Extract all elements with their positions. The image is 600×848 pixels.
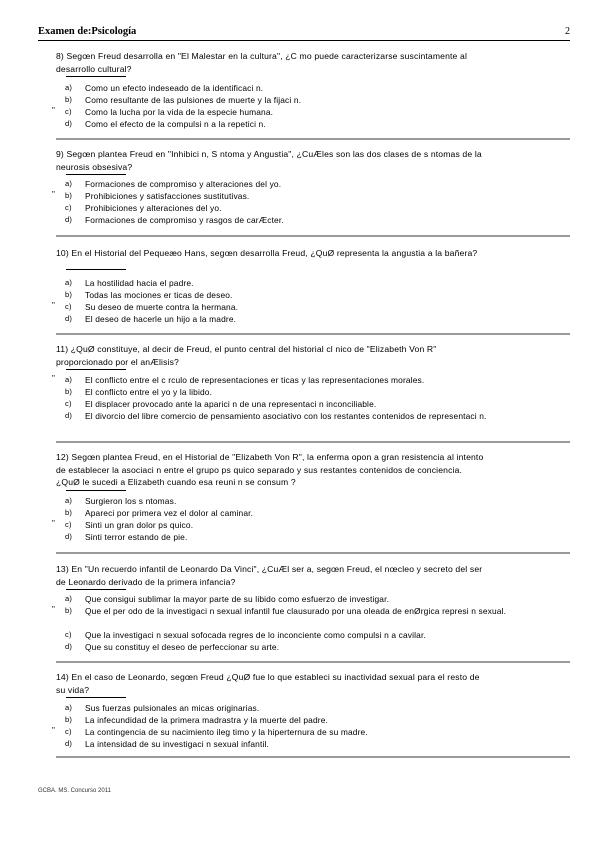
option-text: Todas las mociones er ticas de deseo. <box>85 290 233 300</box>
option-letter: a) <box>65 278 73 287</box>
option-text: Como un efecto indeseado de la identificaci n. <box>85 83 264 93</box>
option-text: Prohibiciones y satisfacciones sustitutivas. <box>85 191 250 201</box>
answer-underline <box>66 697 126 698</box>
option-text: Que el per odo de la investigaci n sexual infantil fue clausurado por una oleada de enØrgica represi n sexual. <box>85 606 507 616</box>
answer-underline <box>66 369 126 370</box>
option-text: Apareci por primera vez el dolor al caminar. <box>85 508 254 518</box>
question-separator <box>56 333 570 335</box>
option-letter: b) <box>65 95 73 104</box>
question-separator <box>56 235 570 237</box>
option-letter: d) <box>65 642 73 651</box>
option-letter: a) <box>65 703 73 712</box>
option-text: Que consigui sublimar la mayor parte de su libido como esfuerzo de investigar. <box>85 594 390 604</box>
question-separator <box>56 441 570 443</box>
question-text: 14) En el caso de Leonardo, segœn Freud ¿QuØ fue lo que estableci su inactividad sexual para el resto de su vida? <box>56 672 480 695</box>
exam-title: Examen de:Psicología <box>38 26 137 37</box>
page-number: 2 <box>565 26 570 37</box>
question-text: 9) Segœn plantea Freud en "Inhibici n, S ntoma y Angustia", ¿CuÆles son las dos clases de s ntomas de la neurosis obsesiva? <box>56 149 482 172</box>
option-letter: b) <box>65 606 73 615</box>
page-footer: GCBA. MS. Concurso 2011 <box>38 788 111 794</box>
answer-marker: " <box>52 519 55 528</box>
option-letter: a) <box>65 375 73 384</box>
answer-underline <box>66 174 126 175</box>
option-text: Sinti un gran dolor ps quico. <box>85 520 194 530</box>
option-letter: a) <box>65 83 73 92</box>
answer-marker: " <box>52 106 55 115</box>
answer-marker: " <box>52 726 55 735</box>
question-separator <box>56 552 570 554</box>
answer-marker: " <box>52 301 55 310</box>
answer-underline <box>66 269 126 270</box>
option-letter: d) <box>65 739 73 748</box>
question-text: 8) Segœn Freud desarrolla en "El Malestar en la cultura", ¿C mo puede caracterizarse suscintamente al desarrollo cultural? <box>56 51 468 74</box>
option-letter: b) <box>65 290 73 299</box>
option-letter: c) <box>65 302 72 311</box>
option-letter: b) <box>65 387 73 396</box>
question-text: 10) En el Historial del Pequeæo Hans, segœn desarrolla Freud, ¿QuØ representa la angustia a la bañera? <box>56 248 478 258</box>
option-letter: d) <box>65 314 73 323</box>
option-letter: b) <box>65 508 73 517</box>
option-text: La infecundidad de la primera madrastra y la muerte del padre. <box>85 715 328 725</box>
option-letter: c) <box>65 107 72 116</box>
option-text: La hostilidad hacia el padre. <box>85 278 194 288</box>
option-letter: a) <box>65 496 73 505</box>
question-text: 13) En "Un recuerdo infantil de Leonardo Da Vinci", ¿CuÆl ser a, segœn Freud, el nœcleo y secreto del ser de Leonardo derivado de la primera infancia? <box>56 564 483 587</box>
option-letter: c) <box>65 630 72 639</box>
answer-marker: " <box>52 374 55 383</box>
option-letter: c) <box>65 727 72 736</box>
option-letter: d) <box>65 532 73 541</box>
option-text: Su deseo de muerte contra la hermana. <box>85 302 239 312</box>
page-header <box>38 26 570 40</box>
question-separator <box>56 138 570 140</box>
option-text: El divorcio del libre comercio de pensamiento asociativo con los restantes contenidos de representaci n. <box>85 411 487 421</box>
answer-underline <box>66 589 126 590</box>
question-separator <box>56 756 570 758</box>
option-text: Formaciones de compromiso y alteraciones del yo. <box>85 179 282 189</box>
option-text: El conflicto entre el c rculo de representaciones er ticas y las representaciones morales. <box>85 375 425 385</box>
question-text: 11) ¿QuØ constituye, al decir de Freud, el punto central del historial cl nico de "Elizabeth Von R" proporcionado por el anÆlisis? <box>56 344 437 367</box>
option-text: El deseo de hacerle un hijo a la madre. <box>85 314 237 324</box>
answer-marker: " <box>52 190 55 199</box>
option-letter: a) <box>65 179 73 188</box>
option-text: Sinti terror estando de pie. <box>85 532 188 542</box>
option-text: Que su constituy el deseo de perfeccionar su arte. <box>85 642 280 652</box>
option-text: Que la investigaci n sexual sofocada regres de lo inconciente como compulsi n a cavilar. <box>85 630 426 640</box>
option-letter: c) <box>65 203 72 212</box>
option-text: Surgieron los s ntomas. <box>85 496 177 506</box>
answer-underline <box>66 76 126 77</box>
option-letter: a) <box>65 594 73 603</box>
option-text: Prohibiciones y alteraciones del yo. <box>85 203 222 213</box>
option-text: La contingencia de su nacimiento ileg timo y la hiperternura de su madre. <box>85 727 368 737</box>
option-letter: c) <box>65 520 72 529</box>
option-letter: d) <box>65 119 73 128</box>
option-letter: c) <box>65 399 72 408</box>
answer-marker: " <box>52 605 55 614</box>
option-text: Sus fuerzas pulsionales an micas originarias. <box>85 703 260 713</box>
option-text: Como la lucha por la vida de la especie humana. <box>85 107 274 117</box>
option-text: Como el efecto de la compulsi n a la repetici n. <box>85 119 266 129</box>
option-letter: d) <box>65 411 73 420</box>
option-text: El displacer provocado ante la aparici n de una representaci n inconciliable. <box>85 399 377 409</box>
option-letter: d) <box>65 215 73 224</box>
option-text: Formaciones de compromiso y rasgos de carÆcter. <box>85 215 284 225</box>
question-separator <box>56 661 570 663</box>
option-text: El conflicto entre el yo y la libido. <box>85 387 213 397</box>
option-text: Como resultante de las pulsiones de muerte y la fijaci n. <box>85 95 302 105</box>
option-letter: b) <box>65 191 73 200</box>
answer-underline <box>66 490 126 491</box>
option-text: La intensidad de su investigaci n sexual infantil. <box>85 739 269 749</box>
question-text: 12) Segœn plantea Freud, en el Historial de "Elizabeth Von R", la enferma opon a gran resistencia al intento de establecer la asociaci n entre el grupo ps quico separado y sus restantes contenidos de conciencia. ¿QuØ le sucedi a Elizabeth cuando esa reuni n se consum ? <box>56 452 484 487</box>
header-rule <box>38 40 570 41</box>
option-letter: b) <box>65 715 73 724</box>
